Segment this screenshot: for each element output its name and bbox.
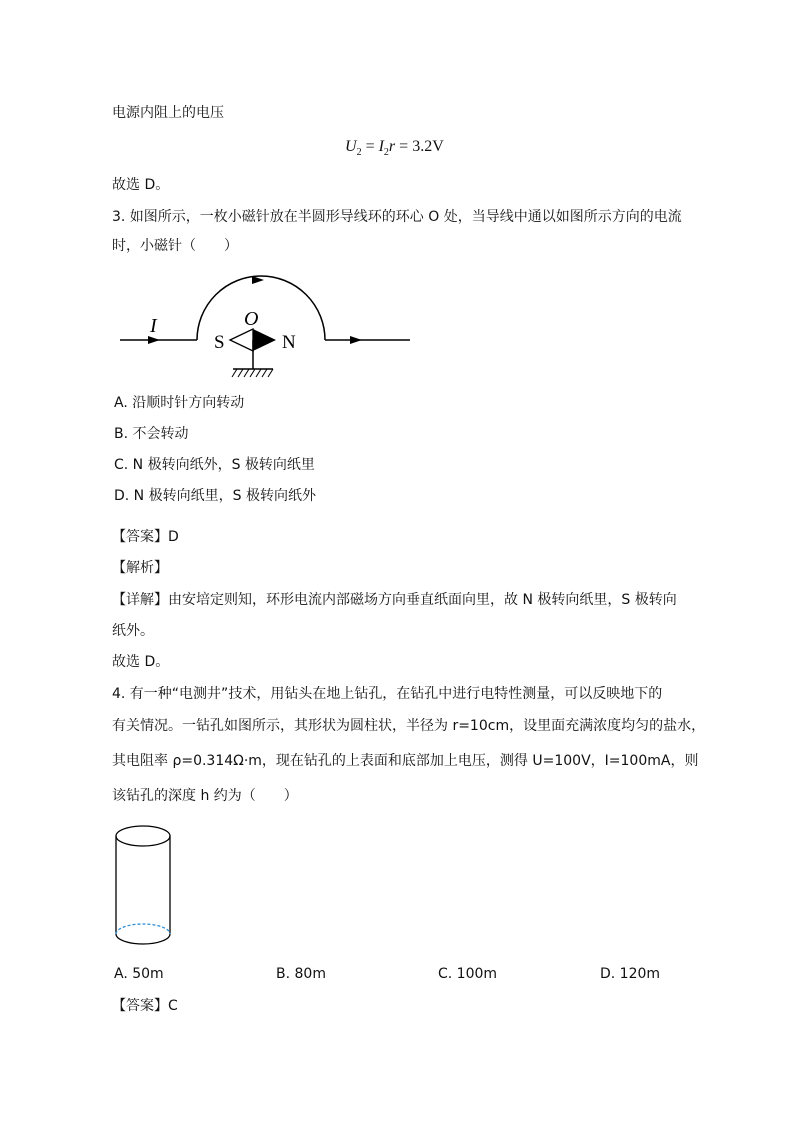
detail-text: 纸外。 (112, 623, 154, 639)
question-stem: 3. 如图所示，一枚小磁针放在半圆形导线环的环心 O 处，当导线中通以如图所示方向的电流 (112, 209, 682, 225)
needle-north (253, 329, 276, 351)
arrow-icon (350, 336, 362, 344)
question-stem: 该钻孔的深度 h 约为（ ） (112, 788, 298, 804)
question-stem: 4. 有一种“电测井”技术，用钻头在地上钻孔，在钻孔中进行电特性测量，可以反映地下的 (112, 686, 663, 702)
magnet-figure (110, 268, 420, 383)
conclusion: 故选 D。 (112, 654, 170, 670)
question-stem: 时，小磁针（ ） (112, 238, 238, 254)
analysis-title: 【解析】 (112, 560, 168, 576)
formula-eq: = (365, 138, 375, 155)
needle-south (230, 329, 253, 351)
arrow-icon (252, 276, 264, 284)
semicircle-wire (197, 276, 325, 340)
formula-value: 3.2V (412, 138, 444, 155)
question-stem: 其电阻率 ρ=0.314Ω·m，现在钻孔的上表面和底部加上电压，测得 U=100V，I=100mA，则 (112, 753, 699, 769)
formula (345, 137, 444, 163)
option: B. 80m (276, 966, 326, 982)
south-label: S (214, 332, 225, 353)
formula-var: U (345, 138, 357, 155)
option: A. 50m (114, 966, 164, 982)
cylinder-figure (110, 818, 180, 956)
option: B. 不会转动 (114, 426, 189, 442)
formula-sub: 2 (356, 147, 362, 159)
ground-hatch (232, 369, 273, 377)
option: D. N 极转向纸里，S 极转向纸外 (114, 488, 316, 504)
option: C. N 极转向纸外，S 极转向纸里 (114, 457, 315, 473)
option: A. 沿顺时针方向转动 (114, 395, 245, 411)
formula-sub: 2 (383, 147, 389, 159)
north-label: N (282, 332, 296, 353)
answer: 【答案】D (112, 529, 179, 545)
text-line: 电源内阻上的电压 (112, 105, 224, 121)
answer: 【答案】C (112, 998, 178, 1014)
cylinder-top (116, 826, 170, 846)
detail-text: 【详解】由安培定则知，环形电流内部磁场方向垂直纸面向里，故 N 极转向纸里，S 极转向 (112, 592, 677, 608)
cylinder-bottom-back (116, 924, 170, 934)
question-stem: 有关情况。一钻孔如图所示，其形状为圆柱状，半径为 r=10cm，设里面充满浓度均匀的盐水， (112, 718, 706, 734)
current-label: I (150, 315, 157, 337)
option: C. 100m (438, 966, 498, 982)
formula-var: r (388, 138, 396, 155)
formula-eq: = (399, 138, 409, 155)
conclusion: 故选 D。 (112, 177, 170, 193)
cylinder-bottom-front (116, 934, 170, 944)
center-label: O (244, 308, 259, 330)
formula-var: I (378, 138, 384, 155)
arrow-icon (148, 336, 160, 344)
option: D. 120m (600, 966, 661, 982)
